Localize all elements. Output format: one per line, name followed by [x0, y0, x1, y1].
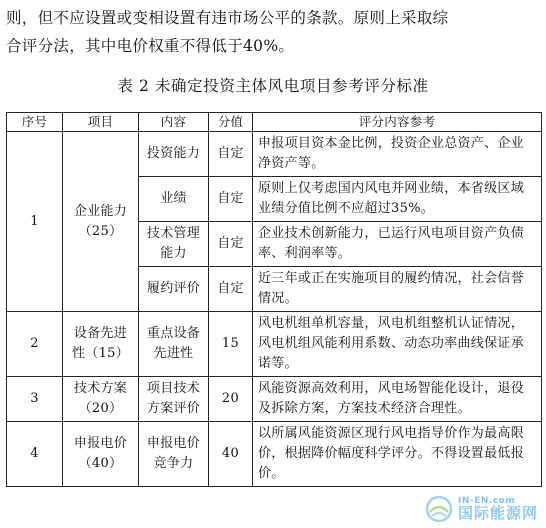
row-no: 4 [7, 422, 63, 487]
scoring-table [6, 112, 542, 487]
row-reference: 近三年或正在实施项目的履约情况，社会信誉情况。 [253, 267, 542, 312]
row-reference: 以所属风能资源区现行风电指导价作为最高限价，根据降价幅度科学评分。不得设置最低报价。 [253, 422, 542, 487]
table-row [7, 312, 542, 377]
table-header-row [7, 113, 542, 132]
row-content: 项目技术方案评价 [139, 377, 209, 422]
row-reference: 风电机组单机容量，风电机组整机认证情况，风电机组风能利用系数、动态功率曲线保证承诺等。 [253, 312, 542, 377]
table-caption: 表 2 未确定投资主体风电项目参考评分标准 [117, 77, 429, 95]
row-score: 15 [209, 312, 253, 377]
row-content: 履约评价 [139, 267, 209, 312]
table-row [7, 377, 542, 422]
table-row [7, 422, 542, 487]
row-no: 3 [7, 377, 63, 422]
row-score: 20 [209, 377, 253, 422]
intro-line-2: 合评分法，其中电价权重不得低于40%。 [6, 37, 295, 55]
row-score: 40 [209, 422, 253, 487]
header-no: 序号 [7, 113, 63, 132]
row-content: 投资能力 [139, 132, 209, 177]
header-item: 项目 [63, 113, 139, 132]
row-item: 申报电价（40） [63, 422, 139, 487]
header-reference: 评分内容参考 [253, 113, 542, 132]
row-score: 自定 [209, 177, 253, 222]
row-content: 技术管理能力 [139, 222, 209, 267]
row-no: 2 [7, 312, 63, 377]
row-score: 自定 [209, 132, 253, 177]
row-content: 申报电价竞争力 [139, 422, 209, 487]
row-item: 设备先进性（15） [63, 312, 139, 377]
intro-paragraph [6, 4, 540, 60]
row-score: 自定 [209, 222, 253, 267]
row-item: 企业能力（25） [63, 132, 139, 312]
header-content: 内容 [139, 113, 209, 132]
row-reference: 原则上仅考虑国内风电并网业绩，本省级区域业绩分值比例不应超过35%。 [253, 177, 542, 222]
globe-logo-icon [424, 494, 454, 524]
row-no: 1 [7, 132, 63, 312]
row-content: 业绩 [139, 177, 209, 222]
row-score: 自定 [209, 267, 253, 312]
watermark-name: 国际能源网 [458, 504, 539, 522]
site-watermark [424, 492, 542, 526]
table-row [7, 132, 542, 177]
row-reference: 风能资源高效利用，风电场智能化设计，退役及拆除方案，方案技术经济合理性。 [253, 377, 542, 422]
row-reference: 企业技术创新能力，已运行风电项目资产负债率、利润率等。 [253, 222, 542, 267]
row-reference: 申报项目资本金比例，投资企业总资产、企业净资产等。 [253, 132, 542, 177]
row-item: 技术方案（20） [63, 377, 139, 422]
row-content: 重点设备先进性 [139, 312, 209, 377]
header-score: 分值 [209, 113, 253, 132]
intro-line-1: 则，但不应设置或变相设置有违市场公平的条款。原则上采取综 [6, 9, 449, 27]
watermark-domain: IN-EN.com [458, 496, 516, 506]
